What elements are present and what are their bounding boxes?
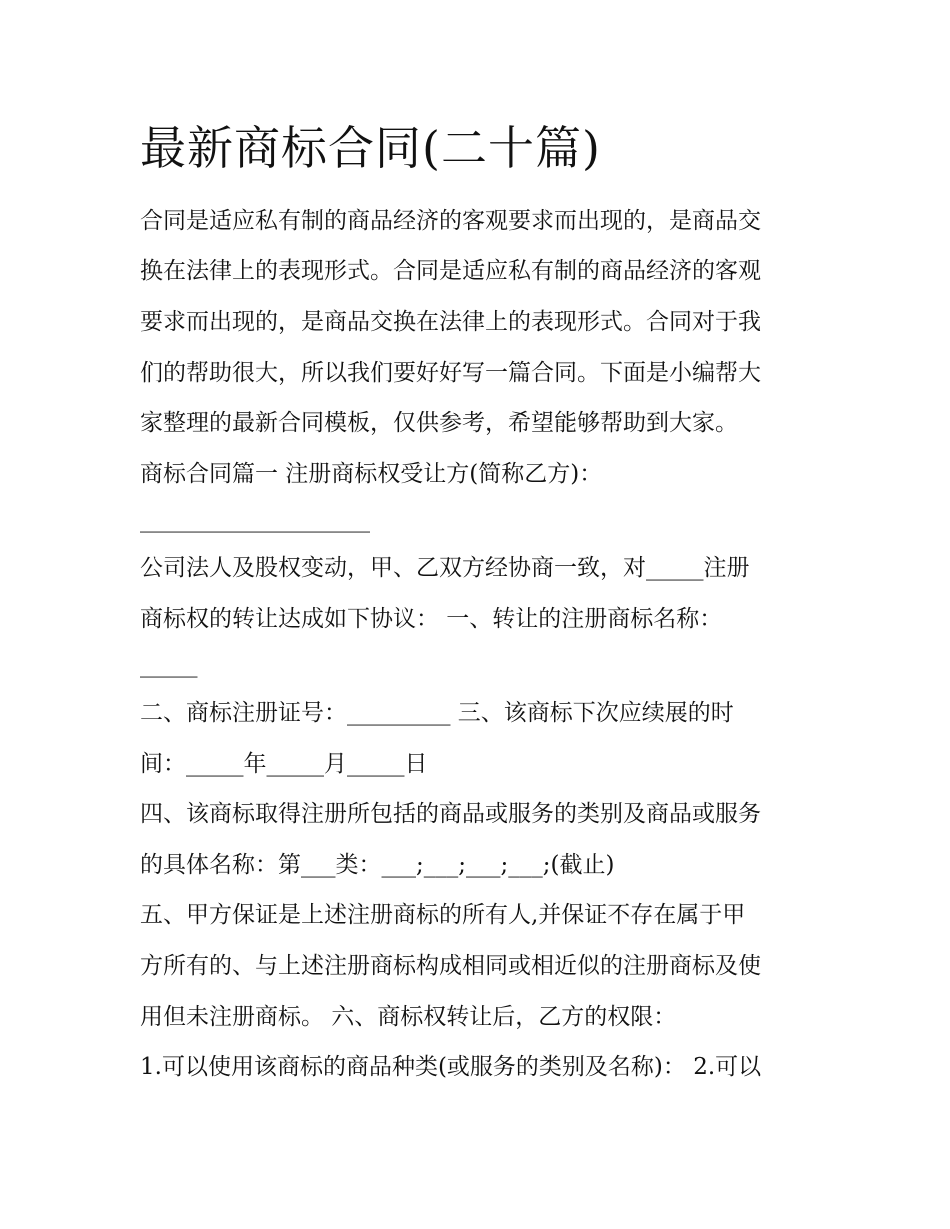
paragraph-line: 用但未注册商标。 六、商标权转让后，乙方的权限： <box>140 1004 677 1030</box>
paragraph-line: 公司法人及股权变动，甲、乙双方经协商一致，对_____注册 <box>140 555 750 581</box>
document-title: 最新商标合同(二十篇) <box>140 121 601 175</box>
paragraph-line: 的具体名称：第___类：___;___;___;___;(截止) <box>140 852 615 878</box>
blank-fill-line: _____ <box>140 652 198 678</box>
paragraph-line: 换在法律上的表现形式。合同是适应私有制的商品经济的客观 <box>140 258 761 284</box>
paragraph-line: 方所有的、与上述注册商标构成相同或相近似的注册商标及使 <box>140 953 761 979</box>
paragraph-line: 二、商标注册证号：_________ 三、该商标下次应续展的时 <box>140 700 734 726</box>
paragraph-line: 四、该商标取得注册所包括的商品或服务的类别及商品或服务 <box>140 801 761 827</box>
blank-fill-line: ____________________ <box>140 507 370 533</box>
paragraph-line: 要求而出现的，是商品交换在法律上的表现形式。合同对于我 <box>140 309 761 335</box>
paragraph-line: 间：_____年_____月_____日 <box>140 751 428 777</box>
paragraph-line: 们的帮助很大，所以我们要好好写一篇合同。下面是小编帮大 <box>140 360 761 386</box>
paragraph-line: 1.可以使用该商标的商品种类(或服务的类别及名称)： 2.可以 <box>140 1054 762 1080</box>
paragraph-line: 商标权的转让达成如下协议： 一、转让的注册商标名称： <box>140 606 723 632</box>
paragraph-line: 家整理的最新合同模板，仅供参考，希望能够帮助到大家。 <box>140 410 738 436</box>
section-heading-line: 商标合同篇一 注册商标权受让方(简称乙方)： <box>140 461 603 487</box>
paragraph-line: 合同是适应私有制的商品经济的客观要求而出现的，是商品交 <box>140 208 761 234</box>
paragraph-line: 五、甲方保证是上述注册商标的所有人,并保证不存在属于甲 <box>140 902 746 928</box>
